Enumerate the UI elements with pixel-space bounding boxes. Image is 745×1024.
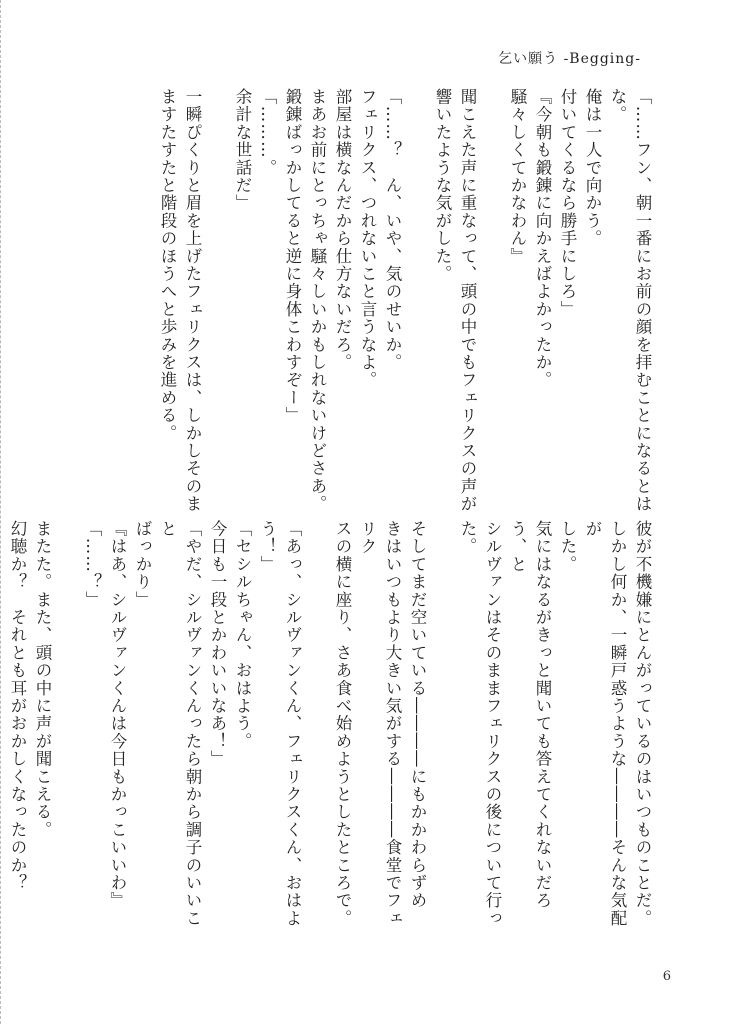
page-edge-guide — [0, 0, 1, 1024]
text-line: 「………。 — [258, 88, 277, 177]
text-line: 響いたような気がした。 — [433, 88, 452, 283]
text-line: 「……？ ん、いや、気のせいか。 — [383, 88, 402, 372]
text-line: 幻聴か？ それとも耳がおかしくなったのか？ — [8, 520, 27, 892]
text-line: 『はあ、シルヴァンくんは今日もかっこいいわ』 — [108, 520, 127, 910]
text-line: まあお前にとっちゃ騒々しいかもしれないけどさあ。 — [308, 88, 327, 513]
paragraph-gap — [55, 520, 80, 940]
text-line: 付いてくるなら勝手にしろ」 — [558, 88, 577, 319]
text-column-bottom — [8, 520, 655, 940]
text-line: 今日も一段とかわいいなあ！」 — [208, 520, 227, 768]
text-line: 部屋は横なんだから仕方ないだろ。 — [333, 88, 352, 372]
text-line: 彼が不機嫌にとんがっているのはいつものことだ。 — [633, 520, 652, 928]
text-line: フェリクス、つれないこと言うなよ。 — [358, 88, 377, 389]
text-line: 「セシルちゃん、おはよう。 — [233, 520, 252, 751]
text-line: 「……フン、朝一番にお前の顔を拝むことになるとは — [633, 88, 652, 513]
text-line: 「やだ、シルヴァンくんったら朝から調子のいいこと — [158, 520, 202, 928]
text-line: ばっかり」 — [133, 520, 152, 609]
text-line: スの横に座り、さあ食べ始めようとしたところで。 — [333, 520, 352, 928]
page-number: 6 — [662, 969, 671, 984]
text-line: した。 — [558, 520, 577, 574]
text-line: 気にはなるがきっと聞いても答えてくれないだろう、と — [508, 520, 552, 910]
text-line: 鍛錬ばっかしてると逆に身体こわすぞー」 — [283, 88, 302, 425]
paragraph-gap — [305, 520, 330, 940]
text-line: 余計な世話だ」 — [233, 88, 252, 212]
paragraph-gap — [430, 520, 455, 940]
text-line: 「……？」 — [83, 520, 102, 609]
running-header-title: 乞い願う -Begging- — [498, 51, 641, 67]
text-line: ますたすたと階段のほうへと歩みを進める。 — [158, 88, 177, 442]
text-line: 「あっ、シルヴァンくん、フェリクスくん、おはよう！」 — [258, 520, 302, 928]
text-line: そしてまだ空いている――――にもかかわらずめ — [408, 520, 427, 910]
text-line: 『今朝も鍛錬に向かえばよかったか。 — [533, 88, 552, 389]
text-line: な。 — [608, 88, 627, 124]
text-line: またた。また、頭の中に声が聞こえる。 — [33, 520, 52, 839]
text-line: 一瞬ぴくりと眉を上げたフェリクスは、しかしそのま — [183, 88, 202, 513]
text-line: 俺は一人で向かう。 — [583, 88, 602, 248]
text-line: きはいつもより大きい気がする――――食堂でフェリク — [358, 520, 402, 928]
text-line: 騒々しくてかなわん』 — [508, 88, 527, 265]
text-line: 聞こえた声に重なって、頭の中でもフェリクスの声が — [458, 88, 477, 513]
text-line: シルヴァンはそのままフェリクスの後について行った。 — [458, 520, 502, 928]
text-line: しかし何か、一瞬戸惑うような――――そんな気配が — [583, 520, 627, 928]
